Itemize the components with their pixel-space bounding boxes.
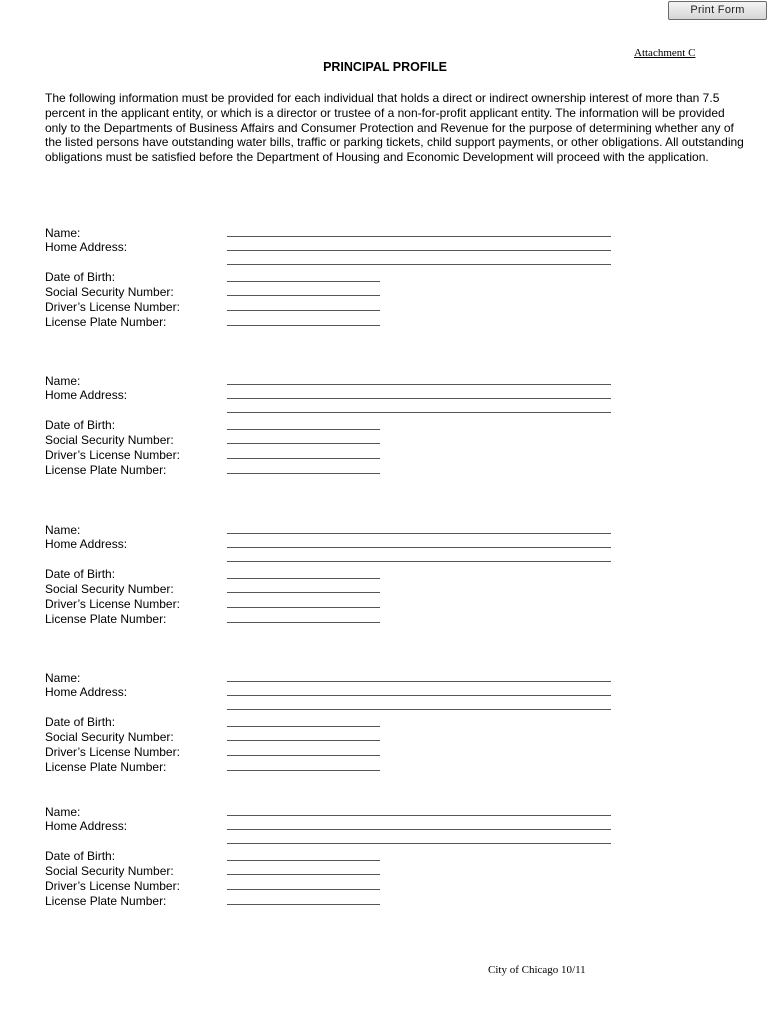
dob-label: Date of Birth:	[45, 849, 116, 863]
drivers-license-field[interactable]	[227, 458, 380, 459]
dob-label: Date of Birth:	[45, 270, 116, 284]
drivers-license-field[interactable]	[227, 310, 380, 311]
date-of-birth-field[interactable]	[227, 429, 380, 430]
home-address-label: Home Address:	[45, 819, 128, 833]
ssn-label: Social Security Number:	[45, 285, 174, 299]
name-label: Name:	[45, 671, 81, 685]
ssn-label: Social Security Number:	[45, 864, 174, 878]
address-line-1-field[interactable]	[227, 250, 611, 251]
ssn-field[interactable]	[227, 443, 380, 444]
name-field[interactable]	[227, 236, 611, 237]
name-label: Name:	[45, 805, 81, 819]
license-plate-label: License Plate Number:	[45, 315, 167, 329]
license-plate-field[interactable]	[227, 473, 380, 474]
name-field[interactable]	[227, 533, 611, 534]
principal-block	[45, 226, 745, 336]
license-plate-field[interactable]	[227, 325, 380, 326]
ssn-label: Social Security Number:	[45, 730, 174, 744]
principal-block	[45, 671, 745, 781]
name-label: Name:	[45, 374, 81, 388]
address-line-1-field[interactable]	[227, 547, 611, 548]
dob-label: Date of Birth:	[45, 567, 116, 581]
ssn-field[interactable]	[227, 295, 380, 296]
drivers-license-label: Driver’s License Number:	[45, 448, 180, 462]
address-line-1-field[interactable]	[227, 829, 611, 830]
drivers-license-field[interactable]	[227, 755, 380, 756]
name-field[interactable]	[227, 384, 611, 385]
license-plate-field[interactable]	[227, 622, 380, 623]
license-plate-label: License Plate Number:	[45, 894, 167, 908]
page-title: PRINCIPAL PROFILE	[323, 60, 447, 74]
drivers-license-label: Driver’s License Number:	[45, 597, 180, 611]
ssn-label: Social Security Number:	[45, 582, 174, 596]
principal-block	[45, 805, 745, 915]
license-plate-label: License Plate Number:	[45, 463, 167, 477]
date-of-birth-field[interactable]	[227, 578, 380, 579]
address-line-2-field[interactable]	[227, 412, 611, 413]
ssn-label: Social Security Number:	[45, 433, 174, 447]
date-of-birth-field[interactable]	[227, 726, 380, 727]
ssn-field[interactable]	[227, 874, 380, 875]
home-address-label: Home Address:	[45, 537, 128, 551]
home-address-label: Home Address:	[45, 240, 128, 254]
principal-block	[45, 374, 745, 484]
date-of-birth-field[interactable]	[227, 860, 380, 861]
license-plate-field[interactable]	[227, 770, 380, 771]
drivers-license-label: Driver’s License Number:	[45, 300, 180, 314]
license-plate-field[interactable]	[227, 904, 380, 905]
date-of-birth-field[interactable]	[227, 281, 380, 282]
drivers-license-label: Driver’s License Number:	[45, 879, 180, 893]
address-line-2-field[interactable]	[227, 709, 611, 710]
license-plate-label: License Plate Number:	[45, 760, 167, 774]
home-address-label: Home Address:	[45, 388, 128, 402]
name-field[interactable]	[227, 815, 611, 816]
footer-label: City of Chicago 10/11	[488, 964, 586, 976]
address-line-2-field[interactable]	[227, 561, 611, 562]
address-line-2-field[interactable]	[227, 264, 611, 265]
name-label: Name:	[45, 523, 81, 537]
name-field[interactable]	[227, 681, 611, 682]
license-plate-label: License Plate Number:	[45, 612, 167, 626]
address-line-2-field[interactable]	[227, 843, 611, 844]
print-form-button[interactable]: Print Form	[668, 1, 767, 20]
dob-label: Date of Birth:	[45, 715, 116, 729]
principal-block	[45, 523, 745, 633]
ssn-field[interactable]	[227, 740, 380, 741]
address-line-1-field[interactable]	[227, 695, 611, 696]
intro-paragraph: The following information must be provided for each individual that holds a direct or indirect ownership interest of more than 7.5 percent in the applicant entity, or which is a director or trustee of a non-for-profit applicant entity. The information will be provided only to the Departments of Business Affairs and Consumer Protection and Revenue for the purpose of determining whether any of the listed persons have outstanding water bills, traffic or parking tickets, child support payments, or other obligations. All outstanding obligations must be satisfied before the Department of Housing and Economic Development will proceed with the application.	[45, 91, 744, 165]
ssn-field[interactable]	[227, 592, 380, 593]
drivers-license-label: Driver’s License Number:	[45, 745, 180, 759]
drivers-license-field[interactable]	[227, 607, 380, 608]
dob-label: Date of Birth:	[45, 418, 116, 432]
attachment-label: Attachment C	[634, 47, 696, 59]
name-label: Name:	[45, 226, 81, 240]
address-line-1-field[interactable]	[227, 398, 611, 399]
home-address-label: Home Address:	[45, 685, 128, 699]
drivers-license-field[interactable]	[227, 889, 380, 890]
